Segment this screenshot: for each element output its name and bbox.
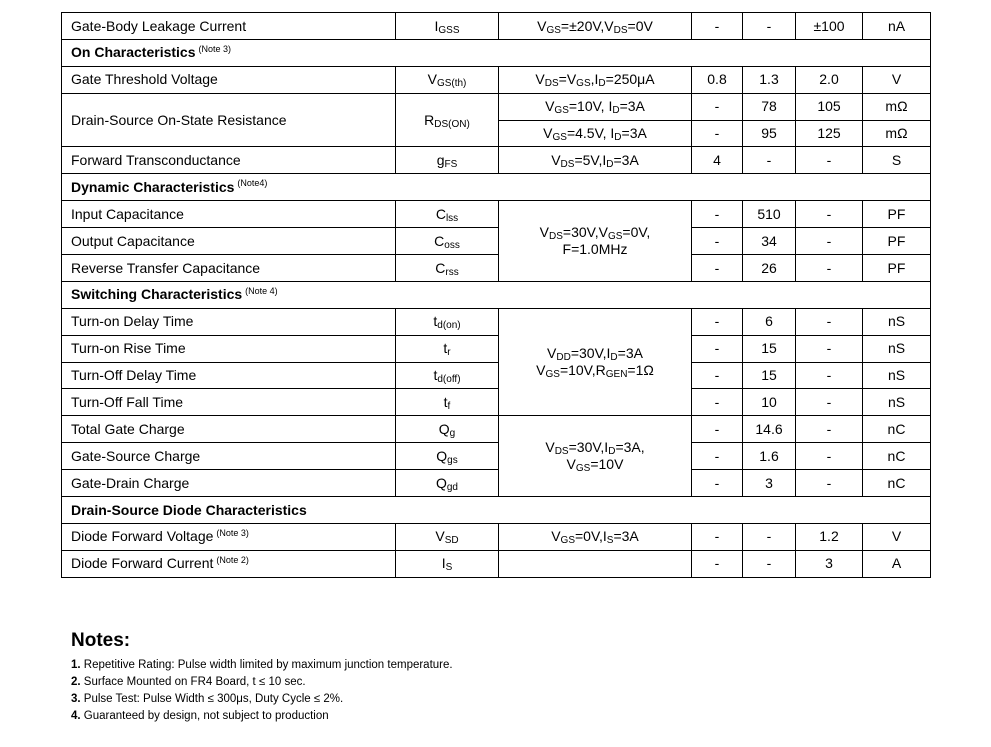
typ-cell: 34 bbox=[743, 228, 796, 255]
symbol-cell: $I_{GSS}$ bbox=[396, 13, 499, 40]
max-cell: 3 bbox=[796, 550, 863, 577]
min-cell: - bbox=[692, 389, 743, 416]
parameter-cell: Forward Transconductance bbox=[62, 147, 396, 174]
symbol-cell: $Q_{gd}$ bbox=[396, 470, 499, 497]
max-cell: - bbox=[796, 228, 863, 255]
note-item: 4. Guaranteed by design, not subject to production bbox=[71, 710, 329, 722]
section-header-diode-characteristics bbox=[62, 497, 931, 524]
unit-cell: PF bbox=[863, 228, 931, 255]
typ-cell: - bbox=[743, 147, 796, 174]
unit-cell: nS bbox=[863, 335, 931, 362]
typ-cell: 95 bbox=[743, 120, 796, 147]
min-cell: - bbox=[692, 335, 743, 362]
section-header-switching-characteristics bbox=[62, 281, 931, 308]
table-row bbox=[62, 335, 931, 362]
table-row bbox=[62, 550, 931, 577]
condition-cell: $V_{GS}=0V,I_S=3A$ bbox=[499, 523, 692, 550]
min-cell: - bbox=[692, 93, 743, 120]
typ-cell: 510 bbox=[743, 201, 796, 228]
min-cell: - bbox=[692, 228, 743, 255]
max-cell: - bbox=[796, 470, 863, 497]
section-title: Drain-Source Diode Characteristics bbox=[71, 501, 307, 518]
parameter-cell: Gate Threshold Voltage bbox=[62, 66, 396, 93]
symbol-cell: $t_f$ bbox=[396, 389, 499, 416]
typ-cell: - bbox=[743, 523, 796, 550]
typ-cell: 15 bbox=[743, 335, 796, 362]
min-cell: - bbox=[692, 470, 743, 497]
typ-cell: 14.6 bbox=[743, 416, 796, 443]
unit-cell: nS bbox=[863, 362, 931, 389]
typ-cell: 6 bbox=[743, 308, 796, 335]
parameter-cell: Diode Forward Current $^{(Note 2)}$ bbox=[62, 550, 396, 577]
typ-cell: 3 bbox=[743, 470, 796, 497]
unit-cell: V bbox=[863, 523, 931, 550]
symbol-cell: $I_S$ bbox=[396, 550, 499, 577]
condition-cell: $V_{GS}=10V$, $I_D=3A$ bbox=[499, 93, 692, 120]
symbol-cell: $g_{FS}$ bbox=[396, 147, 499, 174]
parameter-cell: Gate-Drain Charge bbox=[62, 470, 396, 497]
symbol-cell: $Q_g$ bbox=[396, 416, 499, 443]
parameter-cell: Turn-on Delay Time bbox=[62, 308, 396, 335]
table-row bbox=[62, 416, 931, 443]
table-row bbox=[62, 147, 931, 174]
unit-cell: mΩ bbox=[863, 120, 931, 147]
symbol-cell: $t_{d(on)}$ bbox=[396, 308, 499, 335]
typ-cell: 78 bbox=[743, 93, 796, 120]
max-cell: - bbox=[796, 389, 863, 416]
typ-cell: 26 bbox=[743, 255, 796, 282]
parameter-cell: Input Capacitance bbox=[62, 201, 396, 228]
table-row bbox=[62, 228, 931, 255]
section-header-dynamic-characteristics bbox=[62, 174, 931, 201]
note-reference: (Note4) bbox=[237, 178, 268, 189]
unit-cell: nS bbox=[863, 308, 931, 335]
max-cell: - bbox=[796, 335, 863, 362]
unit-cell: PF bbox=[863, 201, 931, 228]
min-cell: - bbox=[692, 550, 743, 577]
symbol-cell: $C_{lss}$ bbox=[396, 201, 499, 228]
typ-cell: 10 bbox=[743, 389, 796, 416]
note-item: 3. Pulse Test: Pulse Width ≤ 300μs, Duty Cycle ≤ 2%. bbox=[71, 693, 344, 705]
parameter-cell: Gate-Source Charge bbox=[62, 443, 396, 470]
unit-cell: A bbox=[863, 550, 931, 577]
table-row bbox=[62, 308, 931, 335]
table-row bbox=[62, 13, 931, 40]
condition-cell: $V_{DS}=30V,V_{GS}=0V$, F=1.0MHz bbox=[499, 201, 692, 282]
symbol-cell: $V_{GS(th)}$ bbox=[396, 66, 499, 93]
min-cell: - bbox=[692, 308, 743, 335]
min-cell: - bbox=[692, 362, 743, 389]
section-title: Dynamic Characteristics bbox=[71, 178, 235, 195]
condition-cell bbox=[499, 550, 692, 577]
max-cell: - bbox=[796, 443, 863, 470]
parameter-cell: Reverse Transfer Capacitance bbox=[62, 255, 396, 282]
parameter-cell: Turn-on Rise Time bbox=[62, 335, 396, 362]
unit-cell: S bbox=[863, 147, 931, 174]
parameter-cell: Gate-Body Leakage Current bbox=[62, 13, 396, 40]
note-reference: (Note 2) bbox=[216, 554, 249, 565]
symbol-cell: $t_{d(off)}$ bbox=[396, 362, 499, 389]
max-cell: 105 bbox=[796, 93, 863, 120]
max-cell: - bbox=[796, 201, 863, 228]
min-cell: - bbox=[692, 416, 743, 443]
condition-cell: $V_{GS}=\pm 20V,V_{DS}=0V$ bbox=[499, 13, 692, 40]
table-row bbox=[62, 66, 931, 93]
condition-cell: $V_{GS}=4.5V$, $I_D=3A$ bbox=[499, 120, 692, 147]
note-item: 2. Surface Mounted on FR4 Board, t ≤ 10 sec. bbox=[71, 676, 306, 688]
section-header-on-characteristics bbox=[62, 39, 931, 66]
unit-cell: V bbox=[863, 66, 931, 93]
max-cell: - bbox=[796, 147, 863, 174]
note-reference: (Note 4) bbox=[245, 285, 278, 296]
min-cell: - bbox=[692, 201, 743, 228]
parameter-cell: Turn-Off Delay Time bbox=[62, 362, 396, 389]
max-cell: 2.0 bbox=[796, 66, 863, 93]
section-title: Switching Characteristics bbox=[71, 286, 243, 303]
note-reference: (Note 3) bbox=[198, 43, 232, 54]
max-cell: 1.2 bbox=[796, 523, 863, 550]
typ-cell: 1.3 bbox=[743, 66, 796, 93]
min-cell: - bbox=[692, 523, 743, 550]
unit-cell: mΩ bbox=[863, 93, 931, 120]
condition-cell: $V_{DS}=30V,I_D=3A$, $V_{GS}=10V$ bbox=[499, 416, 692, 497]
section-title: On Characteristics bbox=[71, 44, 196, 61]
max-cell: - bbox=[796, 255, 863, 282]
unit-cell: nC bbox=[863, 443, 931, 470]
symbol-cell: $Q_{gs}$ bbox=[396, 443, 499, 470]
condition-cell: $V_{DS}=V_{GS},I_D=250\mu A$ bbox=[499, 66, 692, 93]
electrical-characteristics-table bbox=[61, 12, 931, 578]
table-row bbox=[62, 443, 931, 470]
parameter-cell: Turn-Off Fall Time bbox=[62, 389, 396, 416]
typ-cell: - bbox=[743, 13, 796, 40]
typ-cell: - bbox=[743, 550, 796, 577]
symbol-cell: $C_{rss}$ bbox=[396, 255, 499, 282]
min-cell: 4 bbox=[692, 147, 743, 174]
min-cell: - bbox=[692, 13, 743, 40]
max-cell: - bbox=[796, 308, 863, 335]
unit-cell: nS bbox=[863, 389, 931, 416]
table-row bbox=[62, 362, 931, 389]
table-row bbox=[62, 523, 931, 550]
table-row bbox=[62, 93, 931, 120]
symbol-cell: $V_{SD}$ bbox=[396, 523, 499, 550]
note-reference: (Note 3) bbox=[216, 527, 249, 538]
parameter-cell: Output Capacitance bbox=[62, 228, 396, 255]
typ-cell: 1.6 bbox=[743, 443, 796, 470]
parameter-cell: Diode Forward Voltage $^{(Note 3)}$ bbox=[62, 523, 396, 550]
parameter-cell: Total Gate Charge bbox=[62, 416, 396, 443]
notes-title: Notes: bbox=[71, 630, 131, 651]
symbol-cell: $t_r$ bbox=[396, 335, 499, 362]
min-cell: - bbox=[692, 120, 743, 147]
symbol-cell: $C_{oss}$ bbox=[396, 228, 499, 255]
min-cell: 0.8 bbox=[692, 66, 743, 93]
unit-cell: nC bbox=[863, 470, 931, 497]
condition-cell: $V_{DS}=5V,I_D=3A$ bbox=[499, 147, 692, 174]
table-row bbox=[62, 389, 931, 416]
unit-cell: PF bbox=[863, 255, 931, 282]
table-row bbox=[62, 470, 931, 497]
parameter-cell: Drain-Source On-State Resistance bbox=[62, 93, 396, 147]
max-cell: - bbox=[796, 362, 863, 389]
max-cell: ±100 bbox=[796, 13, 863, 40]
unit-cell: nA bbox=[863, 13, 931, 40]
condition-cell: $V_{DD}=30V,I_D=3A$ $V_{GS}=10V,R_{GEN}=1\Omega$ bbox=[499, 308, 692, 416]
max-cell: 125 bbox=[796, 120, 863, 147]
min-cell: - bbox=[692, 443, 743, 470]
max-cell: - bbox=[796, 416, 863, 443]
unit-cell: nC bbox=[863, 416, 931, 443]
min-cell: - bbox=[692, 255, 743, 282]
notes-section bbox=[71, 630, 771, 725]
typ-cell: 15 bbox=[743, 362, 796, 389]
table-row bbox=[62, 255, 931, 282]
table-row bbox=[62, 201, 931, 228]
note-item: 1. Repetitive Rating: Pulse width limited by maximum junction temperature. bbox=[71, 659, 453, 671]
symbol-cell: $R_{DS(ON)}$ bbox=[396, 93, 499, 147]
